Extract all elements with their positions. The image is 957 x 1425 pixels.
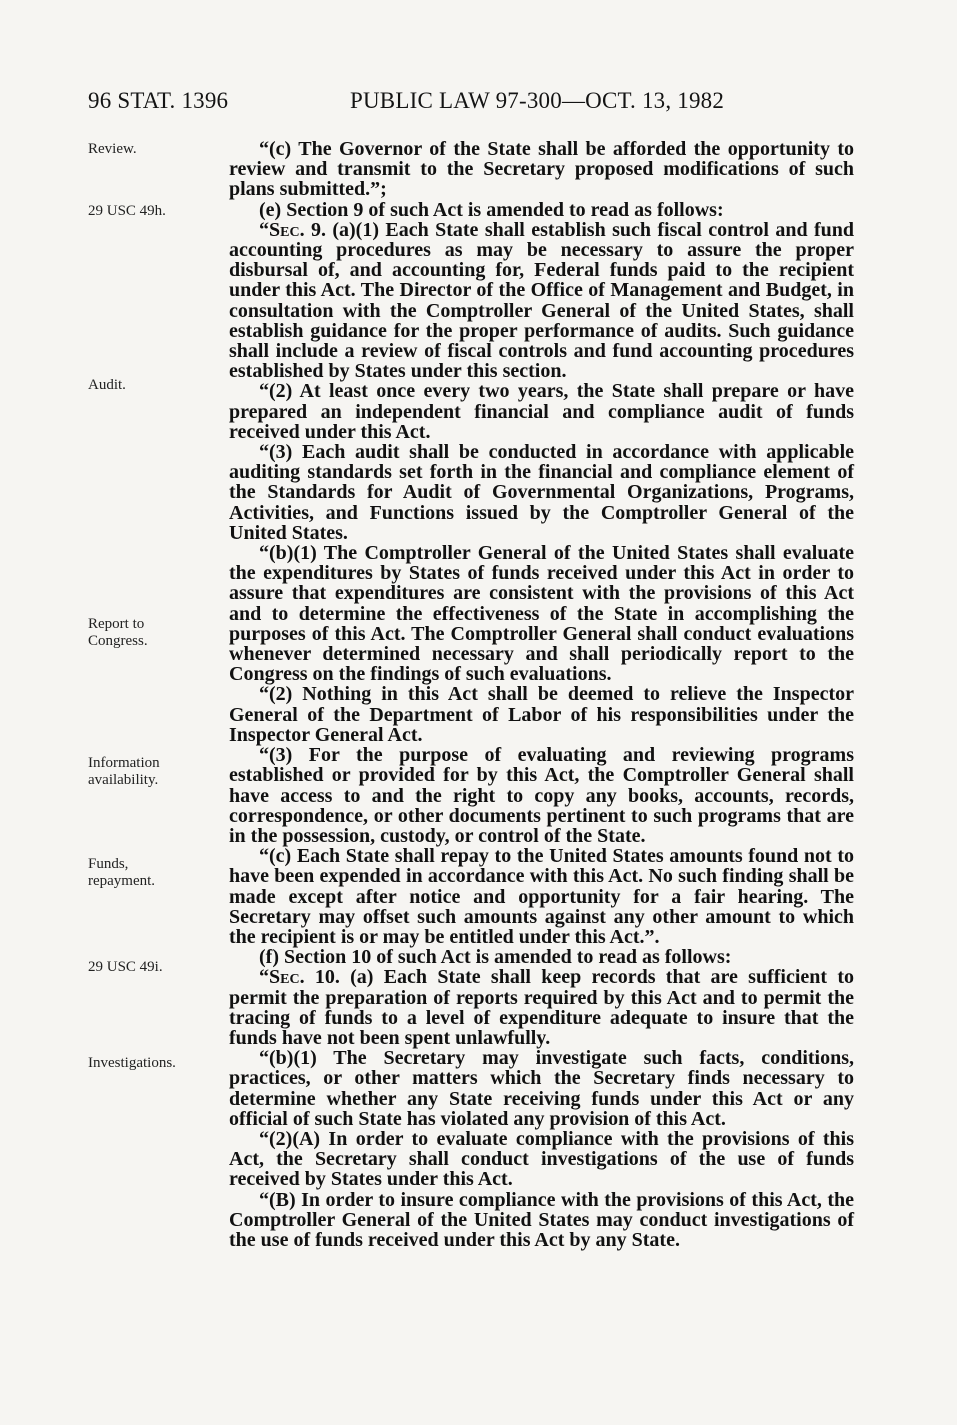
paragraph-section-9-amend: (e) Section 9 of such Act is amended to read as follows:: [259, 198, 724, 221]
statute-body: [229, 139, 854, 1250]
section-label: “Sec. 9.: [259, 218, 326, 241]
margin-note-investigations: Investigations.: [88, 1055, 176, 1071]
paragraph-sec-9-c: “(c) Each State shall repay to the United States amounts found not to have been expended in accordance with this Act. No such finding shall be made except after notice and opportunity for a fair hearing. The Secretary may offset such amounts against any other amount to which the recipient is or may be entitled under this Act.”.: [229, 845, 854, 948]
margin-note-usc-49h: 29 USC 49h.: [88, 203, 166, 219]
section-label: “Sec. 10.: [259, 966, 340, 989]
margin-note-audit: Audit.: [88, 377, 126, 393]
margin-note-line: availability.: [88, 772, 159, 788]
law-title-header: PUBLIC LAW 97-300—OCT. 13, 1982: [350, 88, 725, 113]
margin-note-line: Funds,: [88, 856, 129, 872]
paragraph-governor-review: “(c) The Governor of the State shall be afforded the opportunity to review and transmit to the Secretary proposed modifications of such plans submitted.”;: [229, 138, 854, 201]
paragraph-sec-9-b3: “(3) For the purpose of evaluating and reviewing programs established or provided for by this Act, the Comptroller General shall have access to and the right to copy any books, accounts, records, correspondence, or other documents pertinent to such programs that are in the possession, custody, or control of the State.: [229, 744, 854, 847]
margin-note-line: Report to: [88, 616, 145, 632]
paragraph-section-10-amend: (f) Section 10 of such Act is amended to read as follows:: [259, 946, 732, 969]
stat-reference: 96 STAT. 1396: [88, 88, 229, 113]
paragraph-sec-10-b2b: “(B) In order to insure compliance with the provisions of this Act, the Comptroller General of the United States may conduct investigations of the use of funds received under this Act by any State.: [229, 1188, 854, 1251]
paragraph-text: (a)(1) Each State shall establish such fiscal control and fund accounting procedures as may be necessary to assure the proper disbursal of, and accounting for, Federal funds paid to the recipient under this Act. The Director of the Office of Management and Budget, in consultation with the Comptroller General of the United States, shall establish guidance for the proper performance of audits. Such guidance shall include a review of fiscal controls and fund accounting procedures established by States under this section.: [229, 218, 854, 383]
margin-note-line: Information: [88, 755, 160, 771]
margin-note-report-to-congress: [88, 616, 148, 650]
margin-note-usc-49i: 29 USC 49i.: [88, 959, 163, 975]
paragraph-sec-9-b1: “(b)(1) The Comptroller General of the United States shall evaluate the expenditures by States of funds received under this Act in order to assure that expenditures are consistent with the provisions of this Act and to determine the effectiveness of the State in accomplishing the purposes of this Act. The Comptroller General shall conduct evaluations whenever determined necessary and shall periodically report to the Congress on the findings of such evaluations.: [229, 542, 854, 686]
margin-note-information-availability: [88, 755, 160, 789]
paragraph-sec-9-a3: “(3) Each audit shall be conducted in accordance with applicable auditing standards set forth in the financial and compliance element of the Standards for Audit of Governmental Organizations, Programs, Activities, and Functions issued by the Comptroller General of the United States.: [229, 441, 854, 544]
paragraph-sec-10-b2a: “(2)(A) In order to evaluate compliance with the provisions of this Act, the Secretary shall conduct investigations of the use of funds received by States under this Act.: [229, 1127, 854, 1191]
paragraph-sec-9-b2: “(2) Nothing in this Act shall be deemed to relieve the Inspector General of the Department of Labor of his responsibilities under the Inspector General Act.: [229, 683, 854, 746]
margin-note-funds-repayment: [88, 856, 155, 890]
paragraph-sec-10-b1: “(b)(1) The Secretary may investigate such facts, conditions, practices, or other matters which the Secretary finds necessary to determine whether any State receiving funds under this Act or any official of such State has violated any provision of this Act.: [229, 1047, 854, 1130]
paragraph-text: (a) Each State shall keep records that are sufficient to permit the preparation of reports required by this Act and to permit the tracing of funds to a level of expenditure adequate to insure that the funds have not been spent unlawfully.: [229, 966, 854, 1049]
paragraph-sec-9-a2: “(2) At least once every two years, the State shall prepare or have prepared an independent financial and compliance audit of funds received under this Act.: [229, 380, 854, 443]
margin-note-line: repayment.: [88, 873, 156, 889]
margin-note-review: Review.: [88, 141, 137, 157]
paragraph-sec-9-a1: [229, 220, 854, 382]
margin-note-line: Congress.: [88, 633, 148, 649]
paragraph-sec-10-a: [229, 967, 854, 1048]
